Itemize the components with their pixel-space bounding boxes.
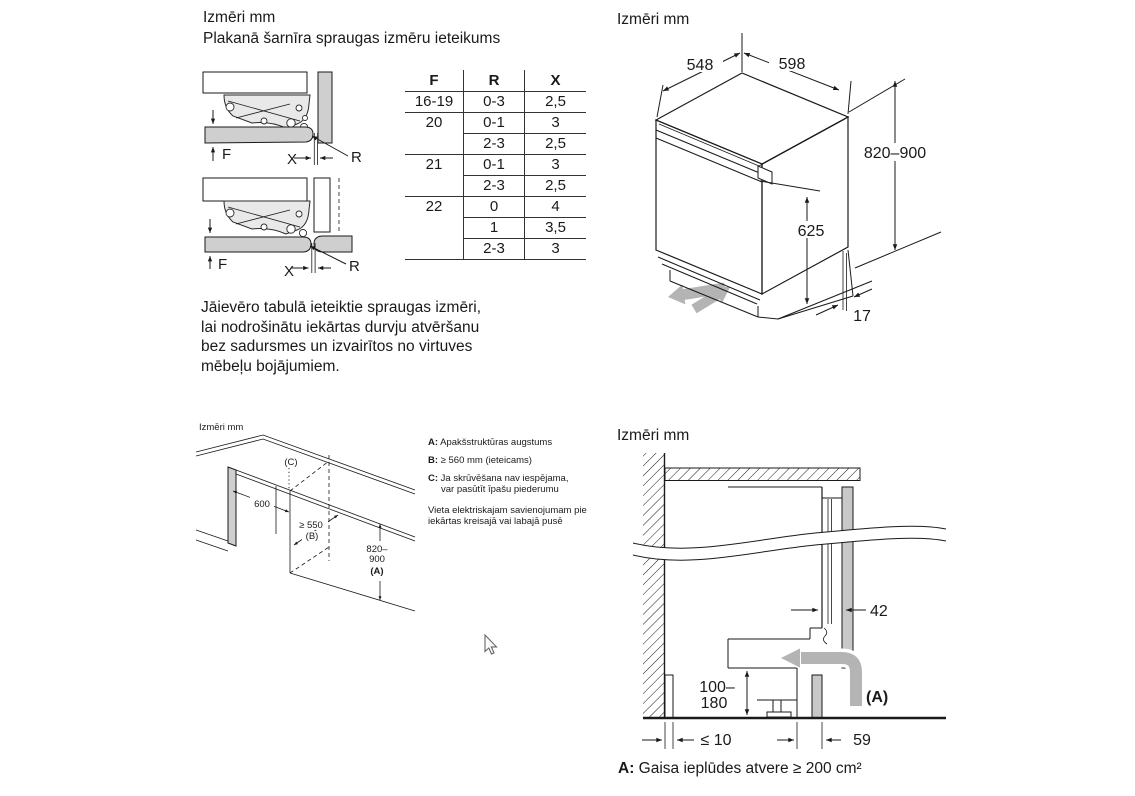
table-row: 20 0-1 3 bbox=[405, 113, 586, 134]
mouse-cursor bbox=[484, 634, 500, 656]
dim-height-900: 900 bbox=[369, 554, 385, 565]
hinge-bottom-drawing bbox=[203, 178, 360, 280]
leveling-foot bbox=[767, 712, 791, 717]
air-inlet-caption: A: Gaisa ieplūdes atvere ≥ 200 cm² bbox=[618, 760, 862, 777]
fridge-body bbox=[656, 73, 853, 319]
table-row: 1 3,5 bbox=[405, 218, 586, 239]
legend-note: Vieta elektriskajam savienojumam pie iekārtas kreisajā vai labajā pusē bbox=[428, 505, 587, 527]
furniture-door-panel bbox=[842, 487, 853, 668]
dim-front-59: 59 bbox=[853, 732, 871, 749]
col-header-r: R bbox=[463, 70, 524, 92]
dim-height-820-900: 820–900 bbox=[863, 145, 927, 162]
dim-width-598: 598 bbox=[778, 56, 806, 73]
gap-note: Jāievēro tabulā ieteiktie spraugas izmēri, lai nodrošinātu iekārtas durvju atvēršanu bez sadursmes un izvairītos no virtuves mēbeļu bojājumiem. bbox=[201, 299, 481, 375]
dim-label-a: (A) bbox=[866, 689, 889, 706]
plinth-panel bbox=[812, 675, 822, 718]
niche-diagram-title: Izmēri mm bbox=[199, 422, 244, 433]
countertop-hatch bbox=[665, 468, 860, 481]
section-subtitle-hinge: Plakanā šarnīra spraugas izmēru ieteikums bbox=[203, 30, 501, 47]
dim-label-r1: R bbox=[351, 149, 362, 166]
installation-cross-section-diagram bbox=[630, 448, 950, 755]
table-row: 2-3 3 bbox=[405, 239, 586, 260]
cross-section-drawing bbox=[633, 453, 946, 718]
fridge-isometric-diagram bbox=[615, 28, 950, 340]
dim-plinth-180: 180 bbox=[700, 695, 728, 712]
niche-legend bbox=[428, 438, 618, 527]
dim-door-625: 625 bbox=[797, 223, 825, 240]
niche-diagram bbox=[195, 418, 415, 640]
section-title-hinge: Izmēri mm bbox=[203, 9, 276, 26]
table-row: 2-3 2,5 bbox=[405, 134, 586, 155]
legend-item-c: C: Ja skrūvēšana nav iespējama, var pasūtīt īpašu piederumu bbox=[428, 473, 569, 495]
table-row: 16-19 0-3 2,5 bbox=[405, 92, 586, 113]
dim-width-600: 600 bbox=[254, 499, 270, 510]
dim-label-c: (C) bbox=[284, 457, 298, 468]
dim-plinth-100: 100– bbox=[699, 679, 735, 696]
dim-label-f2: F bbox=[218, 256, 228, 273]
airflow-out-arrow bbox=[668, 283, 726, 305]
table-row: 2-3 2,5 bbox=[405, 176, 586, 197]
dim-wall-gap-10: ≤ 10 bbox=[700, 732, 732, 749]
dim-label-a: (A) bbox=[370, 566, 384, 577]
wall-skirting bbox=[665, 675, 673, 718]
dim-label-x2: X bbox=[283, 263, 295, 280]
col-header-f: F bbox=[405, 70, 463, 92]
dim-recess-17: 17 bbox=[853, 308, 871, 325]
dim-label-b: (B) bbox=[305, 531, 319, 542]
dim-label-x1: X bbox=[286, 151, 298, 168]
section-title-cross-section: Izmēri mm bbox=[617, 427, 690, 444]
hinge-top-drawing bbox=[203, 72, 362, 168]
table-row: 21 0-1 3 bbox=[405, 155, 586, 176]
dim-door-42: 42 bbox=[870, 603, 888, 620]
dim-label-r2: R bbox=[349, 258, 360, 275]
dim-height-820: 820– bbox=[366, 544, 388, 555]
break-band bbox=[633, 526, 946, 560]
wall-hatch bbox=[643, 453, 665, 718]
legend-item-b: B: ≥ 560 mm (ieteicams) bbox=[428, 455, 532, 466]
dim-label-f1: F bbox=[222, 146, 232, 163]
legend-item-a: A: Apakšstruktūras augstums bbox=[428, 437, 553, 448]
col-header-x: X bbox=[524, 70, 586, 92]
table-row: 22 0 4 bbox=[405, 197, 586, 218]
dim-depth-548: 548 bbox=[686, 57, 714, 74]
gap-table-header bbox=[405, 70, 586, 92]
section-title-fridge: Izmēri mm bbox=[617, 11, 690, 28]
hinge-gap-diagram bbox=[195, 60, 370, 295]
niche-dimensions bbox=[233, 457, 388, 600]
gap-table bbox=[405, 70, 586, 260]
dim-depth-550: ≥ 550 bbox=[299, 520, 323, 531]
fridge-dimensions bbox=[657, 33, 941, 325]
